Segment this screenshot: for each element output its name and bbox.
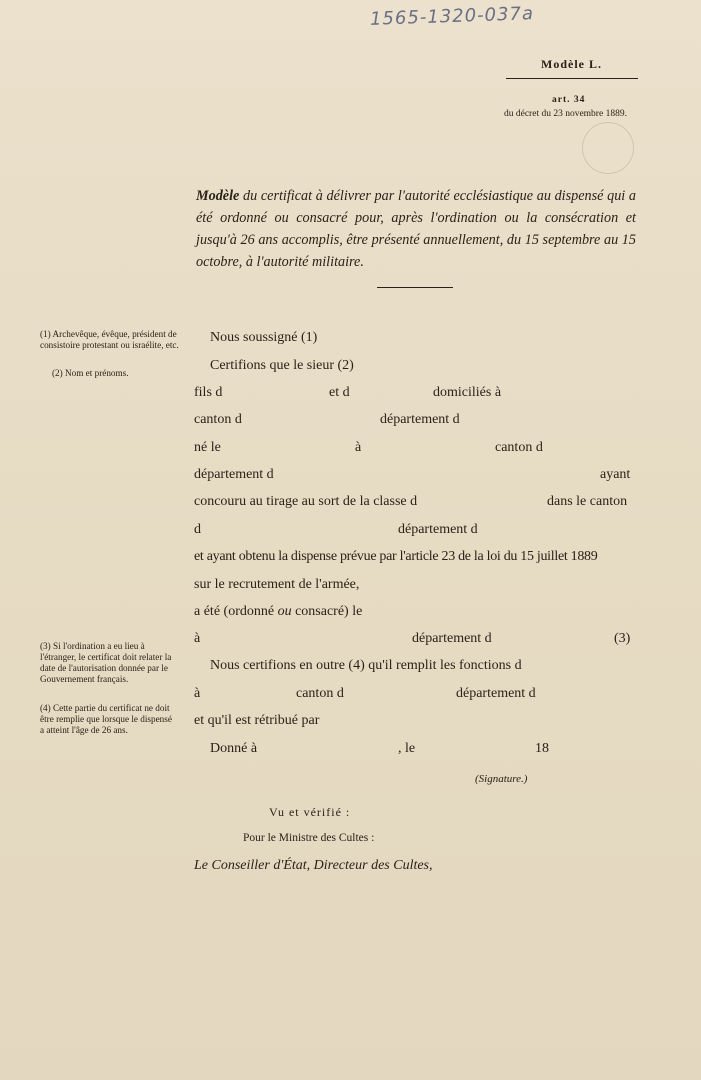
form-line-14a: à xyxy=(194,686,201,701)
form-line-11a: a été (ordonné xyxy=(194,604,278,619)
form-line-11b: ou xyxy=(277,604,292,619)
margin-note-3: (3) Si l'ordination a eu lieu à l'étranger, le certificat doit relater la date de l'autorisation donnée par le Gouvernement français. xyxy=(40,641,172,684)
form-line-5a: né le xyxy=(194,440,221,455)
vu-verifie: Vu et vérifié : xyxy=(269,805,351,819)
form-line-10: sur le recrutement de l'armée, xyxy=(194,577,360,592)
form-line-16b: , le xyxy=(398,741,416,756)
conseiller-line: Le Conseiller d'État, Directeur des Cultes, xyxy=(194,858,433,873)
form-line-3b: et d xyxy=(329,385,350,400)
article-ref: art. 34 xyxy=(552,95,586,105)
form-line-4a: canton d xyxy=(194,412,242,427)
form-line-15: et qu'il est rétribué par xyxy=(194,713,320,728)
margin-note-1: (1) Archevêque, évêque, président de consistoire protestant ou israélite, etc. xyxy=(40,329,179,350)
form-line-6b: ayant xyxy=(600,467,631,482)
form-line-9: et ayant obtenu la dispense prévue par l'article 23 de la loi du 15 juillet 1889 xyxy=(194,549,598,564)
form-line-16c: 18 xyxy=(535,741,549,756)
form-line-16a: Donné à xyxy=(210,741,258,756)
title-text: du certificat à délivrer par l'autorité ecclésiastique au dispensé qui a été ordonné ou consacré pour, après l'ordination ou la consécration et jusqu'à 26 ans accomplis, être présenté annuellement, du 15 septembre au 15 octobre, à l'autorité militaire. xyxy=(196,188,636,270)
form-line-8a: d xyxy=(194,522,201,537)
form-line-14c: département d xyxy=(456,686,536,701)
form-line-5b: à xyxy=(355,440,362,455)
minister-line: Pour le Ministre des Cultes : xyxy=(243,832,375,844)
margin-note-2: (2) Nom et prénoms. xyxy=(52,368,129,378)
form-line-12b: département d xyxy=(412,631,492,646)
form-line-1: Nous soussigné (1) xyxy=(210,330,318,345)
form-line-2: Certifions que le sieur (2) xyxy=(210,358,354,373)
form-line-7a: concouru au tirage au sort de la classe d xyxy=(194,494,418,509)
certificate-title xyxy=(196,185,636,273)
form-line-5c: canton d xyxy=(495,440,543,455)
form-line-4b: département d xyxy=(380,412,460,427)
form-line-11c: consacré) le xyxy=(291,604,363,619)
header-rule xyxy=(506,78,638,79)
form-line-7b: dans le canton xyxy=(547,494,628,509)
form-line-12c: (3) xyxy=(614,631,631,646)
title-rule xyxy=(377,287,453,288)
margin-note-4: (4) Cette partie du certificat ne doit être remplie que lorsque le dispensé a atteint l'âge de 26 ans. xyxy=(40,703,172,735)
model-label: Modèle L. xyxy=(541,57,602,71)
title-prefix: Modèle xyxy=(196,188,240,204)
handwritten-reference: 1565-1320-037a xyxy=(369,3,535,30)
form-line-11 xyxy=(194,604,362,620)
form-line-14b: canton d xyxy=(296,686,344,701)
form-line-13: Nous certifions en outre (4) qu'il remplit les fonctions d xyxy=(210,658,522,673)
signature-label: (Signature.) xyxy=(475,773,528,785)
faded-stamp xyxy=(582,122,634,174)
form-line-8b: département d xyxy=(398,522,478,537)
decree-ref: du décret du 23 novembre 1889. xyxy=(504,109,627,119)
form-line-3a: fils d xyxy=(194,385,223,400)
form-line-12a: à xyxy=(194,631,201,646)
form-line-6a: département d xyxy=(194,467,274,482)
form-line-3c: domiciliés à xyxy=(433,385,502,400)
